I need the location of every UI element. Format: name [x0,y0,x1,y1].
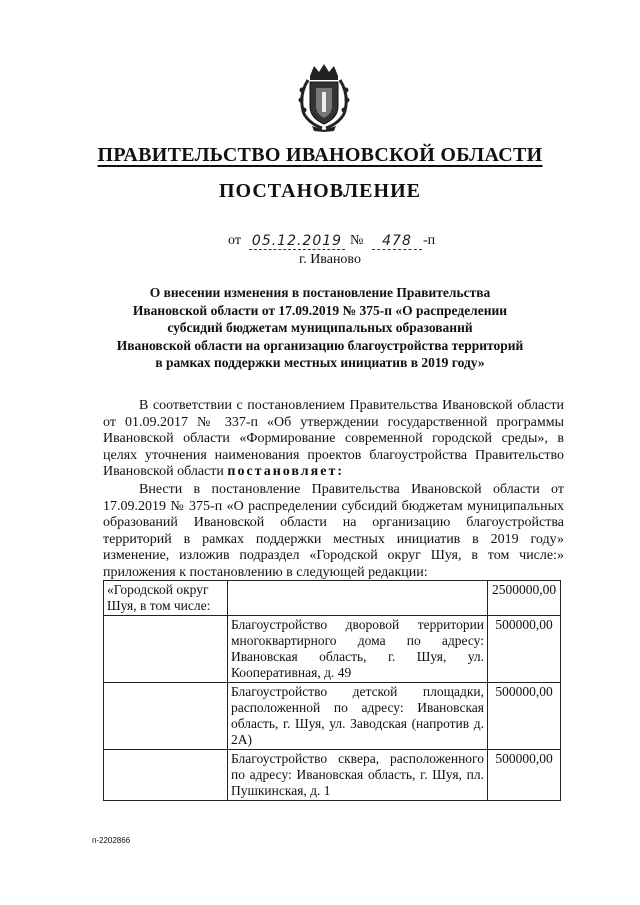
number-sign: № [350,233,364,248]
paragraph-amendment: Внести в постановление Правительства Ивановской области от 17.09.2019 № 375-п «О распределении субсидий бюджетам муниципальных образований Ивановской области на организацию благоустройства территорий в рамках поддержки местных инициатив в 2019 году» изменение, изложив подраздел «Городской округ Шуя, в том числе:» приложения к постановлению в следующей редакции: [103,482,564,580]
area-cell [104,616,228,683]
decree-word: постановляет: [227,464,344,479]
table-row [104,750,561,801]
government-title: ПРАВИТЕЛЬСТВО ИВАНОВСКОЙ ОБЛАСТИ [97,144,543,166]
project-cell: Благоустройство сквера, расположенного по адресу: Ивановская область, г. Шуя, пл. Пушкинская, д. 1 [227,750,487,801]
paragraph-preamble [103,398,564,481]
city: г. Иваново [299,252,361,267]
amount-cell: 500000,00 [488,616,561,683]
area-cell [104,750,228,801]
document-code: п-2202866 [92,836,131,845]
preamble-text: В соответствии с постановлением Правительства Ивановской области от 01.09.2017 № 337-п «Об утверждении государственной программы Ивановской области «Формирование современной городской среды», в целях уточнения наименования проектов благоустройства Правительство Ивановской области [103,398,564,479]
number-value: 478 [372,233,422,250]
amount-cell: 500000,00 [488,683,561,750]
table-row [104,581,561,616]
amount-cell: 2500000,00 [488,581,561,616]
date-number-line [0,230,640,252]
table-row [104,616,561,683]
document-type: ПОСТАНОВЛЕНИЕ [219,180,421,202]
amount-cell: 500000,00 [488,750,561,801]
coat-of-arms-emblem [296,62,352,132]
area-cell: «Городской округ Шуя, в том числе: [104,581,228,616]
project-cell: Благоустройство дворовой территории многоквартирного дома по адресу: Ивановская область, г. Шуя, ул. Кооперативная, д. 49 [227,616,487,683]
document-subject [100,284,540,372]
subject-line: Ивановской области на организацию благоустройства территорий [116,337,524,353]
subsidy-table [103,580,561,801]
table-row [104,683,561,750]
date-value: 05.12.2019 [249,233,345,250]
subject-line: Ивановской области от 17.09.2019 № 375-п «О распределении [132,302,508,318]
date-prefix: от [228,233,241,248]
subject-line: в рамках поддержки местных инициатив в 2019 году» [155,355,485,370]
project-cell [227,581,487,616]
subject-line: субсидий бюджетам муниципальных образований [167,320,473,335]
project-cell: Благоустройство детской площадки, расположенной по адресу: Ивановская область, г. Шуя, ул. Заводская (напротив д. 2А) [227,683,487,750]
number-suffix: -п [423,233,436,248]
subject-line: О внесении изменения в постановление Правительства [149,285,491,300]
area-cell [104,683,228,750]
